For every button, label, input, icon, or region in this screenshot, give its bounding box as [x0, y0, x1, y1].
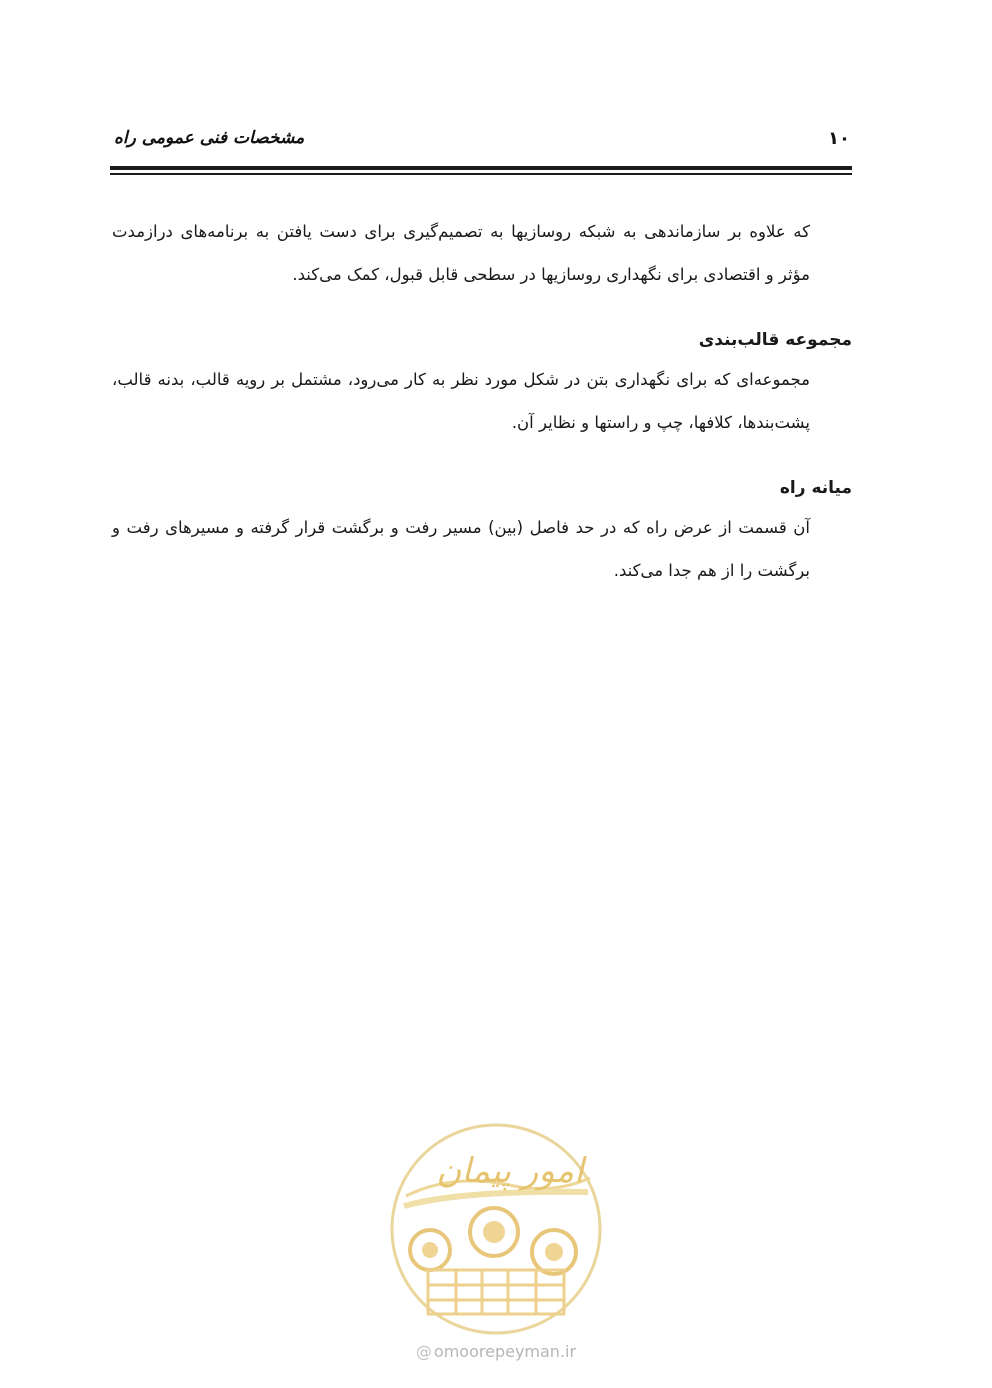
page-number: ۱۰: [828, 128, 850, 149]
running-title: مشخصات فنی عمومی راه: [114, 128, 305, 148]
page-content: [112, 210, 852, 592]
page-header: [110, 118, 852, 178]
at-icon: @: [415, 1342, 432, 1361]
logo-script-text: امور پیمان: [436, 1151, 584, 1191]
watermark-website: [384, 1342, 608, 1361]
watermark-website-text: omoorepeyman.ir: [433, 1342, 577, 1361]
header-rule-thick: [110, 166, 852, 170]
header-rule-thin: [110, 173, 852, 175]
watermark-logo-graphic: [384, 1120, 608, 1338]
intro-paragraph: که علاوه بر سازماندهی به شبکه روسازیها به تصمیم‌گیری برای دست یافتن به برنامه‌های درازمدت مؤثر و اقتصادی برای نگهداری روسازیها در سطحی قابل قبول، کمک می‌کند.: [112, 222, 810, 284]
section-text-formwork: مجموعه‌ای که برای نگهداری بتن در شکل مورد نظر به کار می‌رود، مشتمل بر رویه قالب، بدنه قالب، پشت‌بندها، کلافها، چپ و راستها و نظایر آن.: [112, 370, 810, 432]
section-text-median: آن قسمت از عرض راه که در حد فاصل (بین) مسیر رفت و برگشت قرار گرفته و مسیرهای رفت و برگشت را از هم جدا می‌کند.: [112, 518, 810, 580]
section-heading-formwork: مجموعه قالب‌بندی: [698, 330, 852, 350]
watermark-logo: [384, 1120, 608, 1378]
section-heading-median: میانه راه: [779, 478, 852, 498]
